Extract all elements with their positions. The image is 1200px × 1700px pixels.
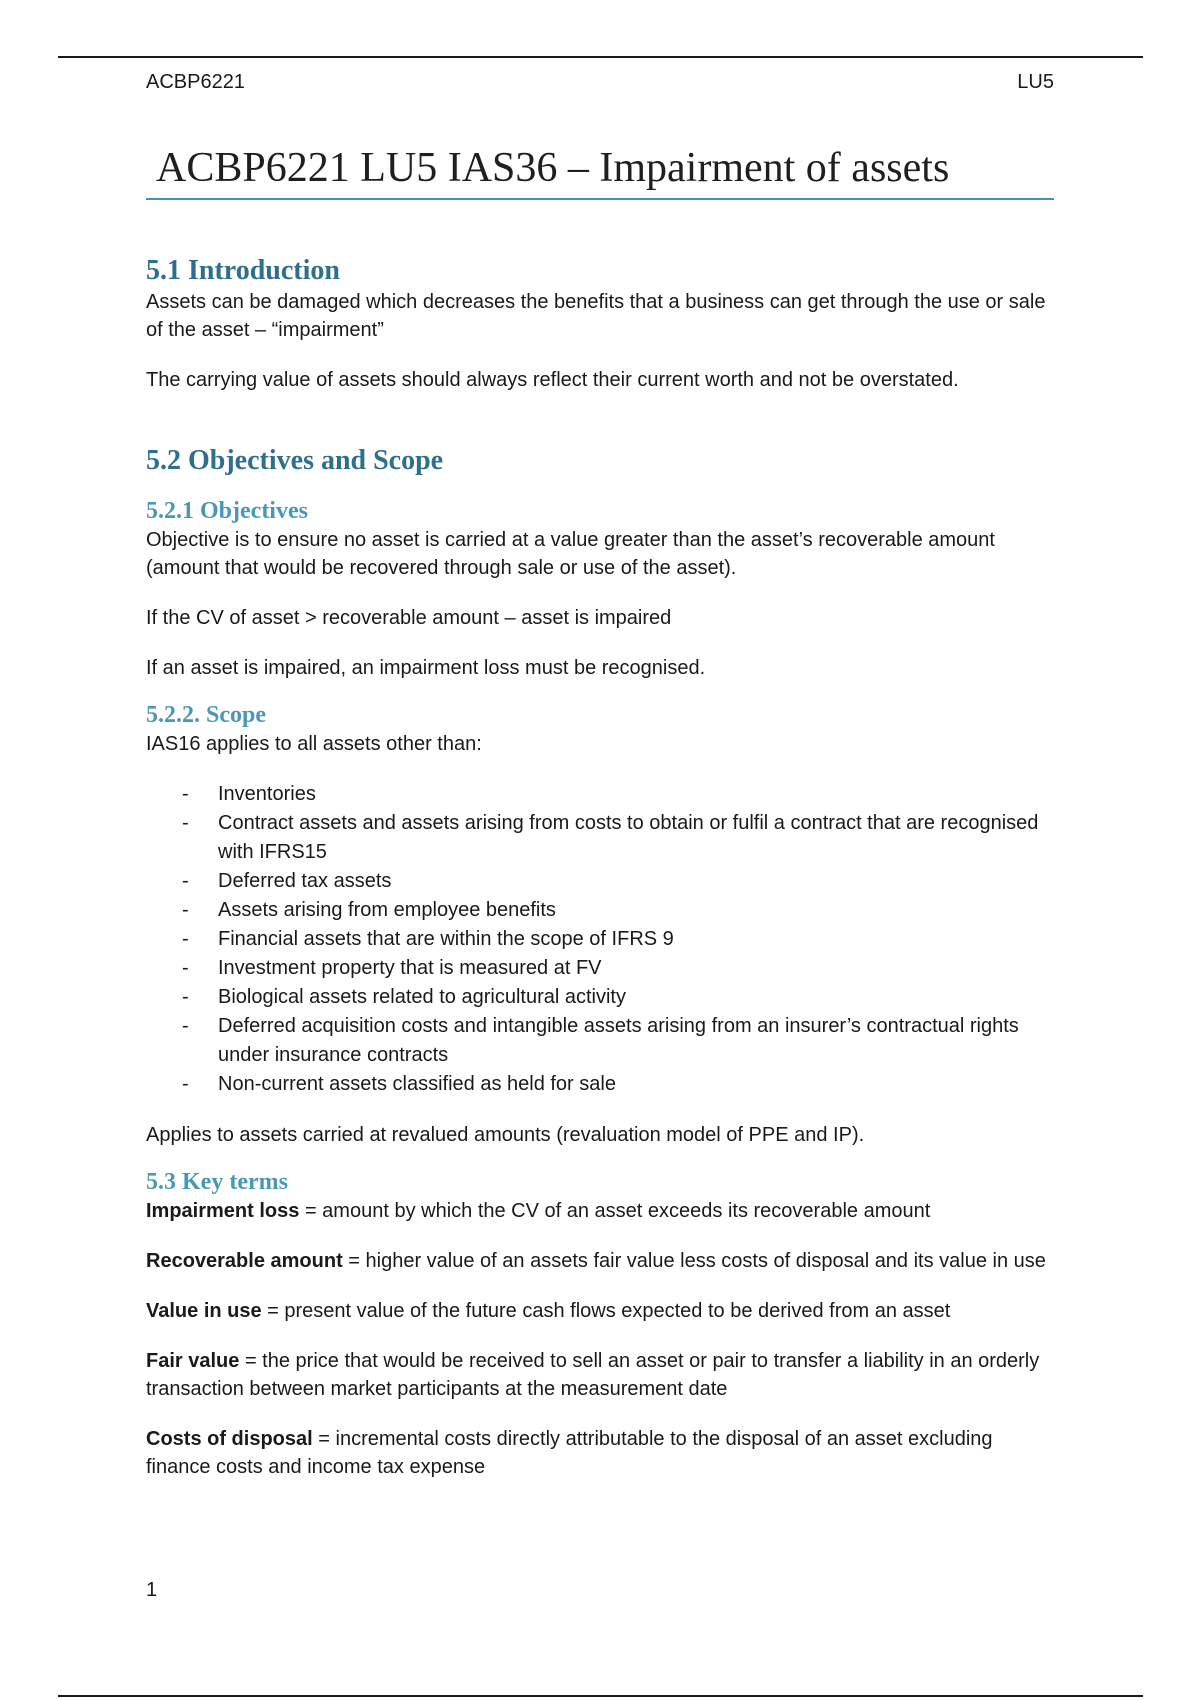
list-item-text: Deferred tax assets [218,870,392,892]
document-body [146,254,1054,1481]
intro-paragraph-2: The carrying value of assets should always reflect their current worth and not be overstated. [146,369,959,391]
key-term-fair-value [146,1347,1054,1403]
bullet-dash: - [182,928,189,950]
list-item [146,896,1054,925]
list-item [146,780,1054,809]
bullet-dash: - [182,783,189,805]
list-item [146,809,1054,867]
objectives-paragraph-2: If the CV of asset > recoverable amount – asset is impaired [146,607,672,629]
list-item-text: Contract assets and assets arising from costs to obtain or fulfil a contract that are recognised with IFRS15 [218,812,1039,863]
term-label: Impairment loss [146,1200,300,1222]
key-term-recoverable-amount [146,1247,1054,1275]
term-definition: = higher value of an assets fair value less costs of disposal and its value in use [342,1250,1046,1272]
scope-closing: Applies to assets carried at revalued amounts (revaluation model of PPE and IP). [146,1124,865,1146]
heading-key-terms: 5.3 Key terms [146,1169,288,1195]
list-item [146,925,1054,954]
heading-scope: 5.2.2. Scope [146,702,266,728]
term-label: Fair value [146,1350,240,1372]
list-item [146,867,1054,896]
bullet-dash: - [182,812,189,834]
bullet-dash: - [182,1073,189,1095]
list-item [146,954,1054,983]
bullet-dash: - [182,957,189,979]
term-label: Value in use [146,1300,262,1322]
objectives-paragraph-1: Objective is to ensure no asset is carried at a value greater than the asset’s recoverable amount (amount that would be recovered through sale or use of the asset). [146,529,995,579]
list-item-text: Inventories [218,783,316,805]
term-label: Costs of disposal [146,1428,313,1450]
document-title: ACBP6221 LU5 IAS36 – Impairment of assets [146,144,1054,200]
list-item [146,1012,1054,1070]
objectives-paragraph-3: If an asset is impaired, an impairment loss must be recognised. [146,657,706,679]
list-item-text: Assets arising from employee benefits [218,899,556,921]
term-definition: = amount by which the CV of an asset exceeds its recoverable amount [299,1200,931,1222]
list-item [146,983,1054,1012]
header-course-code: ACBP6221 [146,71,245,93]
intro-paragraph-1: Assets can be damaged which decreases the benefits that a business can get through the use or sale of the asset – “impairment” [146,291,1046,341]
bullet-dash: - [182,899,189,921]
page-number: 1 [146,1579,158,1601]
key-term-impairment-loss [146,1197,1054,1225]
list-item-text: Financial assets that are within the scope of IFRS 9 [218,928,674,950]
list-item-text: Deferred acquisition costs and intangible assets arising from an insurer’s contractual rights under insurance contracts [218,1015,1019,1066]
list-item-text: Biological assets related to agricultural activity [218,986,626,1008]
header-rule [58,56,1143,58]
footer-rule [58,1695,1143,1697]
bullet-dash: - [182,870,189,892]
bullet-dash: - [182,1015,189,1037]
running-header [146,71,1054,94]
list-item-text: Investment property that is measured at FV [218,957,602,979]
bullet-dash: - [182,986,189,1008]
scope-intro: IAS16 applies to all assets other than: [146,733,482,755]
key-term-value-in-use [146,1297,1054,1325]
heading-objectives: 5.2.1 Objectives [146,498,308,524]
list-item-text: Non-current assets classified as held for sale [218,1073,616,1095]
header-unit: LU5 [1017,71,1054,93]
list-item [146,1070,1054,1099]
term-label: Recoverable amount [146,1250,343,1272]
scope-exclusion-list [146,780,1054,1099]
heading-objectives-scope: 5.2 Objectives and Scope [146,445,444,476]
term-definition: = incremental costs directly attributable to the disposal of an asset excluding finance costs and income tax expense [146,1428,993,1478]
heading-introduction: 5.1 Introduction [146,255,340,286]
term-definition: = the price that would be received to sell an asset or pair to transfer a liability in an orderly transaction between market participants at the measurement date [146,1350,1040,1400]
term-definition: = present value of the future cash flows expected to be derived from an asset [261,1300,951,1322]
key-term-costs-of-disposal [146,1425,1054,1481]
